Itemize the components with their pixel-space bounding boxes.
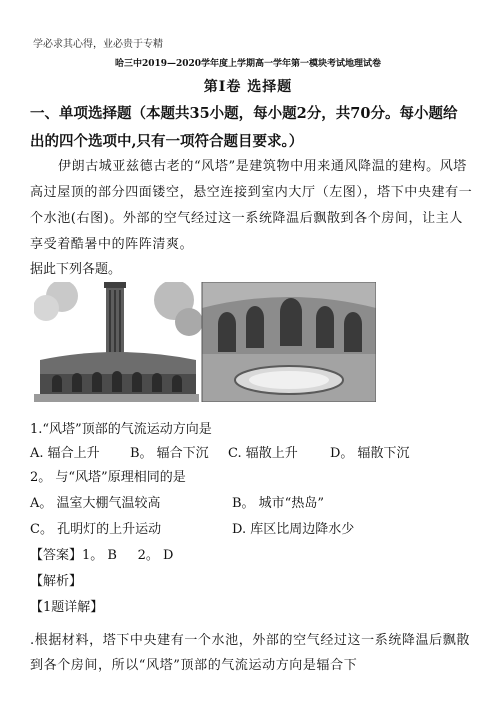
wind-tower-photos	[34, 282, 376, 402]
q2-option-b: B。 城市“热岛”	[232, 496, 324, 511]
analysis-label: 【解析】	[30, 574, 83, 589]
passage-text: 伊朗古城亚兹德古老的“风塔”是建筑物中用来通风降温的建构。风塔高过屋顶的部分四面镂空，悬空连接到室内大厅（左图），塔下中央建有一个水池(右图)。外部的空气经过这一系统降温后飘散到各个房间，让主人享受着酷暑中的阵阵清爽。	[30, 159, 473, 252]
detail-text: .根据材料，塔下中央建有一个水池，外部的空气经过这一系统降温后飘散到各个房间，所以“风塔”顶部的气流运动方向是辐合下	[30, 633, 470, 673]
q1-option-c: C. 辐散上升	[228, 446, 298, 461]
q1-option-a: A. 辐合上升	[30, 446, 100, 461]
wind-tower-interior-pool-photo	[202, 282, 376, 402]
answer-label: 【答案】1。 B 2。 D	[30, 548, 174, 563]
q2-option-a: A。 温室大棚气温较高	[30, 496, 161, 511]
detail-label: 【1题详解】	[30, 600, 104, 615]
question-2-options-ab	[30, 492, 324, 511]
q2-option-c: C。 孔明灯的上升运动	[30, 522, 162, 537]
q1-option-d: D。 辐散下沉	[330, 446, 410, 461]
header-motto: 学必求其心得，业必贵于专精	[33, 39, 163, 50]
passage-instruction: 据此下列各题。	[30, 262, 122, 277]
question-2-options-cd	[30, 518, 354, 537]
q2-option-d: D. 库区比周边降水少	[232, 522, 355, 537]
wind-tower-exterior-photo	[34, 282, 203, 402]
q1-option-b: B。 辐合下沉	[130, 446, 209, 461]
question-1-stem: 1.“风塔”顶部的气流运动方向是	[30, 422, 212, 437]
part-title: 第Ⅰ卷 选择题	[203, 79, 293, 95]
question-2-stem: 2。 与“风塔”原理相同的是	[30, 470, 186, 485]
question-1-options	[30, 442, 410, 461]
school-title: 哈三中2019—2020学年度上学期高一学年第一模块考试地理试卷	[114, 59, 382, 69]
section-heading: 一、单项选择题（本题共35小题，每小题2分，共70分。每小题给出的四个选项中,只有一项符合题目要求。）	[30, 105, 458, 150]
